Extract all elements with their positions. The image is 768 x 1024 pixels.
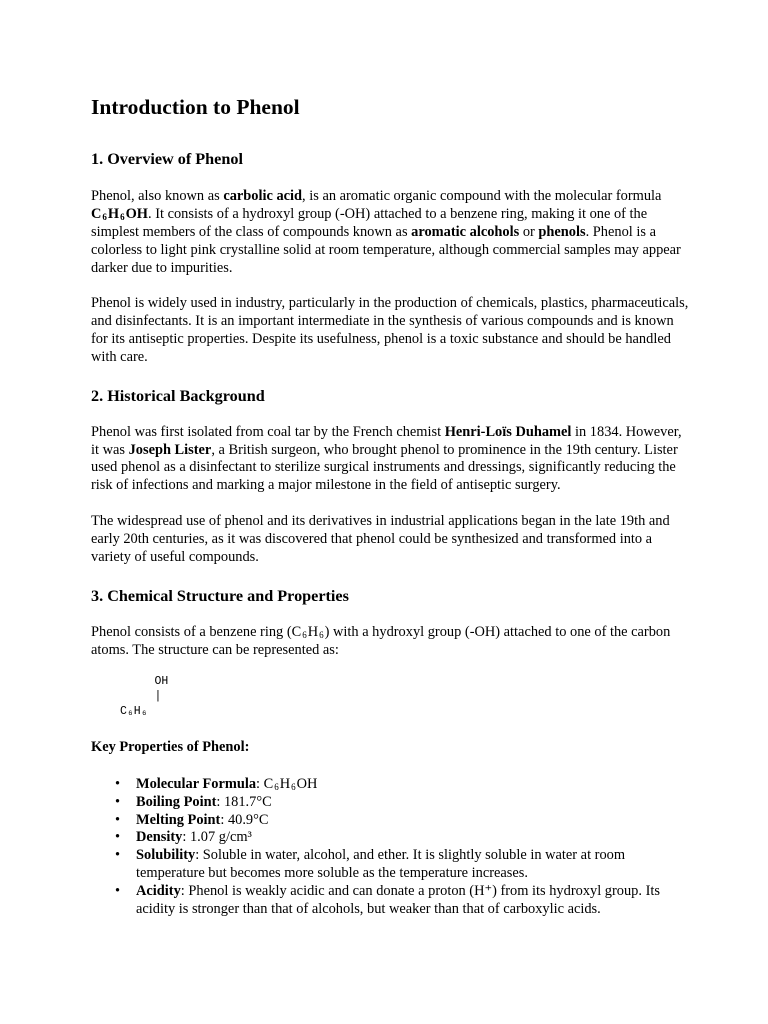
section-heading-history: 2. Historical Background — [91, 386, 265, 405]
text-run: Phenol consists of a benzene ring (C — [91, 624, 302, 640]
formula-subscript: 6 — [274, 781, 279, 792]
formula-subscript: 6 — [291, 781, 296, 792]
section-heading-overview: 1. Overview of Phenol — [91, 150, 243, 168]
diagram-line: OH — [120, 674, 169, 688]
name-lister: Joseph Lister — [128, 441, 212, 458]
term-phenols: phenols — [538, 223, 586, 240]
formula-subscript: 6 — [319, 630, 324, 640]
formula-part: C — [91, 205, 102, 222]
bullet-icon: • — [115, 793, 121, 810]
term-carbolic-acid: carbolic acid — [223, 188, 303, 204]
list-item-boiling-point — [91, 794, 691, 812]
formula-part: OH — [125, 205, 148, 222]
text-run: Phenol, also known as — [91, 188, 224, 204]
list-item-acidity — [91, 883, 691, 919]
bullet-icon: • — [115, 829, 121, 846]
text-run: . Phenol is a colorless to light pink crystalline solid at room temperature, although commercial samples may appear darker due to impurities. — [91, 223, 681, 276]
text-run: : — [256, 775, 264, 792]
structure-paragraph — [91, 624, 691, 660]
bullet-icon: • — [115, 883, 121, 900]
property-label: Solubility — [136, 847, 196, 864]
list-item-density — [91, 829, 691, 847]
property-label: Melting Point — [136, 811, 221, 828]
formula-subscript: 6 — [120, 211, 125, 222]
name-duhamel: Henri-Loïs Duhamel — [444, 423, 572, 440]
property-value: : 181.7°C — [216, 793, 272, 810]
formula-subscript: 6 — [102, 211, 107, 222]
text-run: H — [307, 624, 319, 640]
key-properties-label: Key Properties of Phenol: — [91, 738, 250, 755]
diagram-line: | — [120, 689, 162, 703]
text-run: or — [519, 223, 539, 240]
property-value: : Phenol is weakly acidic and can donate a proton (H⁺) from its hydroxyl group. Its acidity is stronger than that of alcohols, but weaker than that of carboxylic acids. — [136, 883, 660, 918]
text-run: in 1834. However, it was — [91, 423, 682, 458]
text-run: , a British surgeon, who brought phenol to prominence in the 19th century. Lister used phenol as a disinfectant to sterilize surgical instruments and dressings, significantly reducing the risk of infections and marking a major milestone in the field of antiseptic surgery. — [91, 441, 678, 494]
overview-paragraph-2: Phenol is widely used in industry, particularly in the production of chemicals, plastics, pharmaceuticals, and disinfectants. It is an important intermediate in the synthesis of various compounds and is known for its antiseptic properties. Despite its usefulness, phenol is a toxic substance and should be handled with care. — [91, 295, 689, 365]
history-paragraph-1 — [91, 424, 691, 496]
diagram-line: C₆H₆ — [120, 704, 148, 718]
formula-part: C — [263, 775, 274, 792]
formula-subscript: 6 — [302, 630, 307, 640]
document-title: Introduction to Phenol — [91, 95, 300, 119]
key-properties-heading — [91, 739, 691, 757]
bullet-icon: • — [115, 811, 121, 828]
property-value: : Soluble in water, alcohol, and ether. It is slightly soluble in water at room temperature but becomes more soluble as the temperature increases. — [136, 847, 626, 882]
molecular-formula — [91, 206, 148, 222]
formula-part: OH — [296, 775, 318, 792]
bullet-icon: • — [115, 775, 121, 792]
property-label: Boiling Point — [136, 793, 217, 810]
property-label: Density — [136, 829, 183, 846]
property-label: Molecular Formula — [136, 775, 257, 792]
list-item-solubility — [91, 847, 691, 883]
property-value: : 1.07 g/cm³ — [182, 829, 252, 846]
text-run: ) with a hydroxyl group (-OH) attached to one of the carbon atoms. The structure can be represented as: — [91, 624, 671, 658]
text-run: . It consists of a hydroxyl group (-OH) attached to a benzene ring, making it one of the simplest members of the class of compounds known as — [91, 205, 648, 240]
property-label: Acidity — [136, 883, 181, 900]
bullet-icon: • — [115, 847, 121, 864]
section-heading-structure: 3. Chemical Structure and Properties — [91, 587, 349, 605]
document-page — [91, 92, 691, 919]
properties-list — [91, 776, 691, 919]
text-run: Phenol was first isolated from coal tar by the French chemist — [91, 423, 445, 440]
history-paragraph-2: The widespread use of phenol and its derivatives in industrial applications began in the late 19th and early 20th centuries, as it was discovered that phenol could be synthesized and transformed into a variety of useful compounds. — [91, 513, 670, 566]
formula-part: H — [279, 775, 291, 792]
structure-diagram — [120, 674, 691, 719]
term-aromatic-alcohols: aromatic alcohols — [411, 223, 520, 240]
property-value: : 40.9°C — [220, 811, 269, 828]
text-run: , is an aromatic organic compound with the molecular formula — [302, 188, 662, 204]
list-item-formula — [91, 776, 691, 794]
formula-part: H — [107, 205, 120, 222]
overview-paragraph-1 — [91, 188, 691, 278]
list-item-melting-point — [91, 812, 691, 830]
